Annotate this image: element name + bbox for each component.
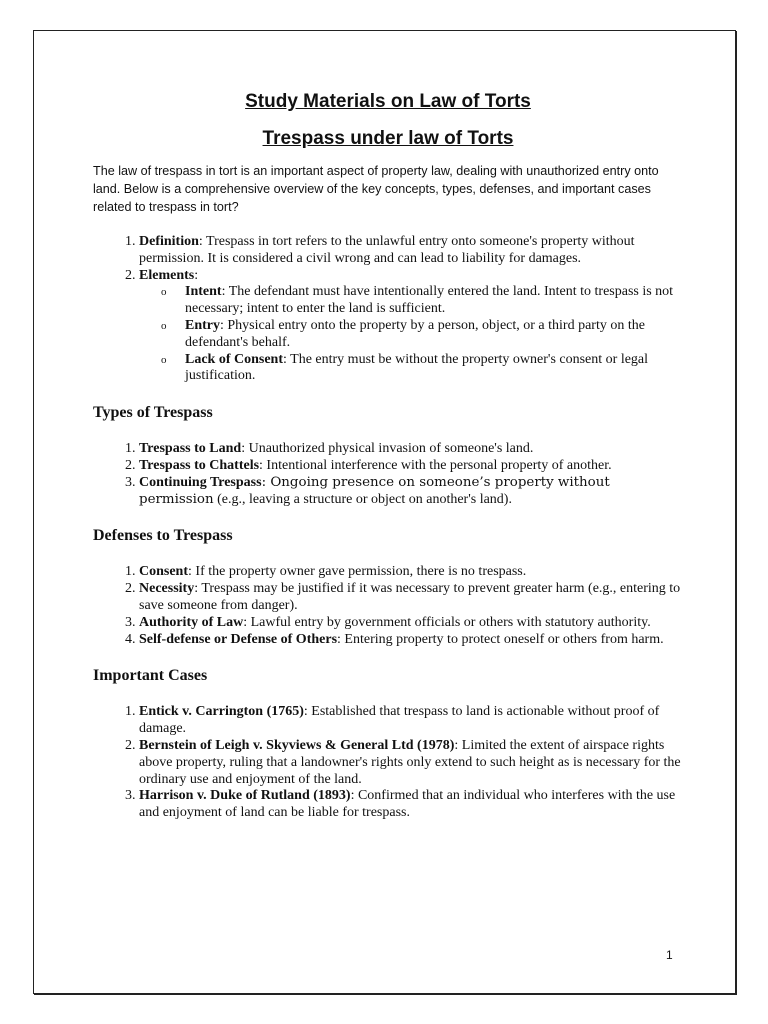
- defenses-list: [93, 564, 683, 648]
- list-item: [139, 441, 683, 458]
- list-item-definition: [139, 234, 683, 268]
- cases-list: [93, 704, 683, 822]
- description: : Limited the extent of airspace rights above property, ruling that a landowner's rights only extend to such height as is necessary for the ordinary use and enjoyment of the land.: [139, 737, 681, 787]
- page-number: 1: [666, 948, 673, 962]
- term: Entry: [185, 317, 220, 333]
- term: Trespass to Land: [139, 441, 242, 457]
- list-item: [139, 564, 683, 581]
- term: Necessity: [139, 581, 195, 597]
- description: : Unauthorized physical invasion of someone's land.: [241, 441, 534, 457]
- term: Harrison v. Duke of Rutland (1893): [139, 788, 351, 804]
- types-list: [93, 441, 683, 508]
- sublist-item-entry: [161, 317, 683, 352]
- basics-list: [93, 234, 683, 385]
- list-item: [139, 581, 683, 615]
- bullet-icon: o: [161, 286, 167, 299]
- description: : The defendant must have intentionally entered the land. Intent to trespass is not necessary; intent to enter the land is sufficient.: [185, 284, 674, 317]
- intro-paragraph: The law of trespass in tort is an important aspect of property law, dealing with unauthorized entry onto land. Below is a comprehensive overview of the key concepts, types, defenses, and important cases related to trespass in tort?: [93, 164, 659, 214]
- document-title: Study Materials on Law of Torts: [245, 91, 531, 112]
- term: Trespass to Chattels: [139, 457, 260, 473]
- description: : Ongoing presence on someone’s property without permission: [139, 474, 610, 507]
- bullet-icon: o: [161, 319, 167, 332]
- list-item: [139, 738, 683, 788]
- description: : Trespass in tort refers to the unlawful entry onto someone's property without permission. It is considered a civil wrong and can lead to liability for damages.: [139, 234, 635, 266]
- term: Bernstein of Leigh v. Skyviews & General Ltd (1978): [139, 737, 455, 753]
- bullet-icon: o: [161, 353, 167, 366]
- description: : Intentional interference with the personal property of another.: [259, 457, 612, 473]
- description: : The entry must be without the property owner's consent or legal justification.: [185, 351, 649, 384]
- description: : If the property owner gave permission, there is no trespass.: [188, 564, 527, 580]
- description: : Established that trespass to land is actionable without proof of damage.: [139, 704, 660, 737]
- description: : Physical entry onto the property by a person, object, or a third party on the defendant's behalf.: [185, 317, 645, 350]
- term: Entick v. Carrington (1765): [139, 704, 304, 720]
- term: Lack of Consent: [185, 351, 284, 367]
- term: Authority of Law: [139, 614, 244, 630]
- term: Definition: [139, 234, 199, 249]
- term: Elements: [139, 267, 195, 283]
- sublist-item-lack-of-consent: [161, 351, 683, 386]
- section-heading-types: Types of Trespass: [93, 404, 213, 422]
- section-heading-defenses: Defenses to Trespass: [93, 527, 233, 545]
- term: Continuing Trespass: [139, 474, 262, 490]
- list-item: [139, 632, 683, 649]
- sublist-item-intent: [161, 284, 683, 318]
- section-heading-cases: Important Cases: [93, 667, 208, 685]
- term: Consent: [139, 564, 189, 580]
- document-body: [93, 88, 683, 822]
- term: Intent: [185, 284, 222, 300]
- description: :: [194, 267, 199, 283]
- description: : Confirmed that an individual who interferes with the use and enjoyment of land can be liable for trespass.: [139, 788, 676, 821]
- term: Self-defense or Defense of Others: [139, 631, 338, 647]
- list-item: [139, 458, 683, 475]
- description: : Lawful entry by government officials or others with statutory authority.: [243, 614, 651, 630]
- list-item: [139, 704, 683, 738]
- description: : Entering property to protect oneself or others from harm.: [337, 631, 664, 647]
- document-subtitle: Trespass under law of Torts: [262, 128, 514, 149]
- list-item: [139, 475, 683, 509]
- description: : Trespass may be justified if it was necessary to prevent greater harm (e.g., entering to save someone from danger).: [139, 581, 681, 613]
- description-continued: (e.g., leaving a structure or object on another's land).: [213, 491, 512, 507]
- elements-sublist: [139, 284, 683, 385]
- list-item: [139, 615, 683, 632]
- list-item: [139, 788, 683, 822]
- list-item-elements: [139, 268, 683, 386]
